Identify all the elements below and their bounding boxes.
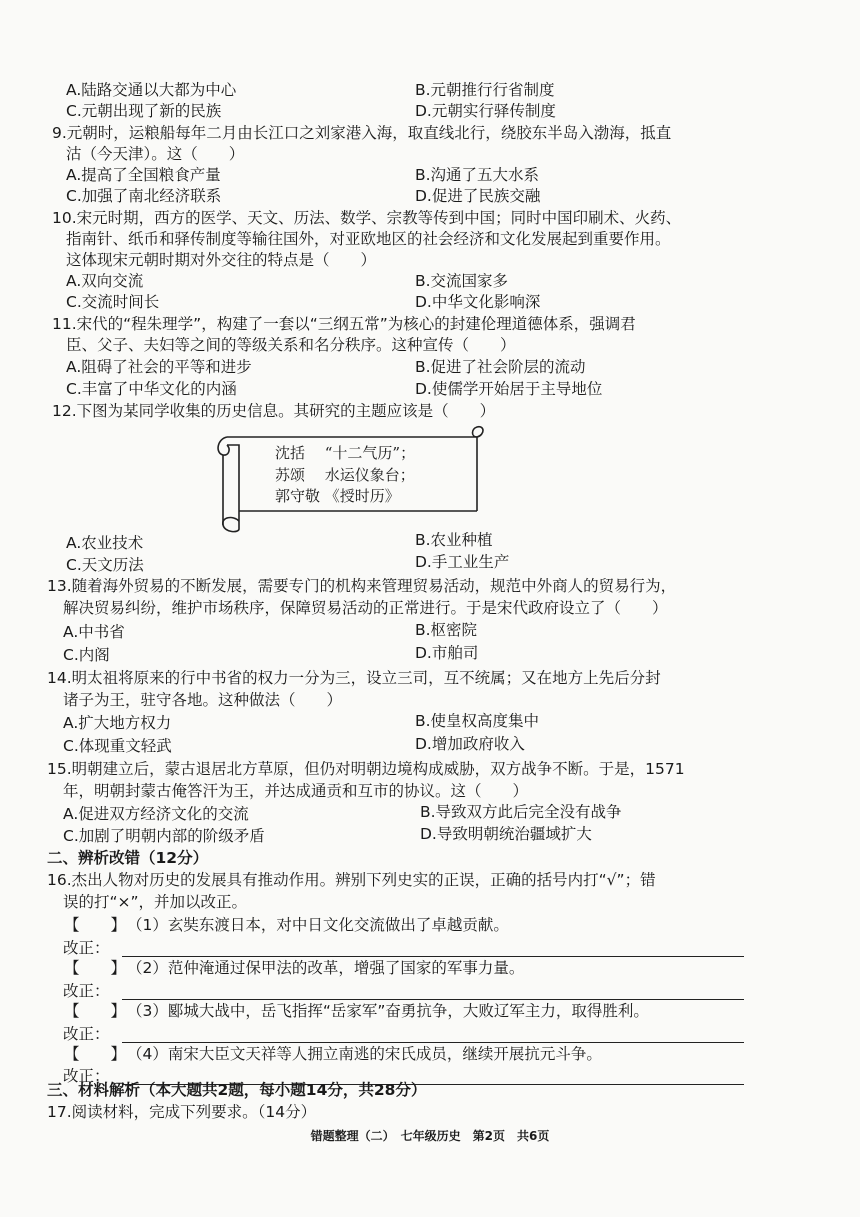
q16-item-4-correction-label: 改正：: [63, 1067, 110, 1085]
q15-option-b: B.导致双方此后完全没有战争: [420, 803, 622, 821]
q10-option-a: A.双向交流: [66, 272, 144, 290]
scroll-line-3: 郭守敬 《授时历》: [275, 487, 400, 505]
q14-option-a: A.扩大地方权力: [63, 714, 172, 732]
q16-item-2-correction-label: 改正：: [63, 982, 110, 1000]
q15-option-d: D.导致明朝统治疆域扩大: [420, 825, 592, 843]
section-2-heading: 二、辨析改错（12分）: [47, 849, 209, 867]
q9-option-c: C.加强了南北经济联系: [66, 187, 222, 205]
q13-option-c: C.内阁: [63, 646, 110, 664]
q10-option-b: B.交流国家多: [415, 272, 509, 290]
section-3-heading: 三、材料解析（本大题共2题，每小题14分，共28分）: [47, 1081, 427, 1099]
q13-stem-line-1: 13.随着海外贸易的不断发展，需要专门的机构来管理贸易活动，规范中外商人的贸易行为，: [47, 577, 677, 595]
q10-stem-line-1: 10.宋元时期，西方的医学、天文、历法、数学、宗教等传到中国；同时中国印刷术、火药、: [52, 209, 682, 227]
q16-item-3-correction-label: 改正：: [63, 1025, 110, 1043]
q16-item-1-correction-label: 改正：: [63, 939, 110, 957]
q12-option-c: C.天文历法: [66, 556, 144, 574]
q14-stem-line-1: 14.明太祖将原来的行中书省的权力一分为三，设立三司，互不统属；又在地方上先后分封: [47, 669, 661, 687]
q11-option-d: D.使儒学开始居于主导地位: [415, 380, 603, 398]
q16-item-3: （3）郾城大战中，岳飞指挥“岳家军”奋勇抗争，大败辽军主力，取得胜利。: [127, 1002, 649, 1020]
q9-stem-line-1: 9.元朝时，运粮船每年二月由长江口之刘家港入海，取直线北行，绕胶东半岛入渤海，抵直: [52, 124, 672, 142]
q14-option-b: B.使皇权高度集中: [415, 712, 540, 730]
q15-stem-line-2: 年，明朝封蒙古俺答汗为王，并达成通贡和互市的协议。这（ ）: [63, 782, 529, 800]
q16-item-1-answer-line[interactable]: [122, 956, 744, 957]
q16-item-1: （1）玄奘东渡日本，对中日文化交流做出了卓越贡献。: [127, 916, 509, 934]
q10-stem-line-2: 指南针、纸币和驿传制度等输往国外，对亚欧地区的社会经济和文化发展起到重要作用。: [66, 230, 671, 248]
q13-stem-line-2: 解决贸易纠纷，维护市场秩序，保障贸易活动的正常进行。于是宋代政府设立了（ ）: [63, 599, 668, 617]
q11-option-c: C.丰富了中华文化的内涵: [66, 380, 237, 398]
q11-option-b: B.促进了社会阶层的流动: [415, 358, 586, 376]
q13-option-a: A.中书省: [63, 623, 125, 641]
page-footer: 错题整理（二） 七年级历史 第2页 共6页: [310, 1129, 550, 1143]
q16-item-3-bracket[interactable]: 【 】: [64, 1002, 127, 1020]
q11-option-a: A.阻碍了社会的平等和进步: [66, 358, 252, 376]
q12-option-a: A.农业技术: [66, 534, 144, 552]
q13-option-b: B.枢密院: [415, 621, 478, 639]
q13-option-d: D.市舶司: [415, 644, 479, 662]
scroll-illustration: [213, 425, 485, 533]
q14-option-c: C.体现重文轻武: [63, 737, 172, 755]
q14-stem-line-2: 诸子为王，驻守各地。这种做法（ ）: [63, 691, 343, 709]
scroll-line-2: 苏颂 水运仪象台；: [275, 466, 415, 484]
q16-item-1-bracket[interactable]: 【 】: [64, 916, 127, 934]
q8-option-a: A.陆路交通以大都为中心: [66, 81, 237, 99]
q16-item-2: （2）范仲淹通过保甲法的改革，增强了国家的军事力量。: [127, 959, 525, 977]
q12-stem: 12.下图为某同学收集的历史信息。其研究的主题应该是（ ）: [52, 402, 496, 420]
q10-option-d: D.中华文化影响深: [415, 293, 541, 311]
q9-option-a: A.提高了全国粮食产量: [66, 166, 221, 184]
q16-stem-line-2: 误的打“×”，并加以改正。: [63, 893, 248, 911]
q11-stem-line-1: 11.宋代的“程朱理学”，构建了一套以“三纲五常”为核心的封建伦理道德体系，强调君: [52, 315, 636, 333]
q16-item-3-answer-line[interactable]: [122, 1042, 744, 1043]
q10-stem-line-3: 这体现宋元朝时期对外交往的特点是（ ）: [66, 251, 377, 269]
q15-stem-line-1: 15.明朝建立后，蒙古退居北方草原，但仍对明朝边境构成威胁，双方战争不断。于是，1571: [47, 760, 685, 778]
q15-option-c: C.加剧了明朝内部的阶级矛盾: [63, 827, 265, 845]
q9-stem-line-2: 沽（今天津）。这（ ）: [66, 145, 245, 163]
q15-option-a: A.促进双方经济文化的交流: [63, 805, 249, 823]
q16-item-4: （4）南宋大臣文天祥等人拥立南逃的宋氏成员，继续开展抗元斗争。: [127, 1045, 602, 1063]
q8-option-c: C.元朝出现了新的民族: [66, 102, 222, 120]
q11-stem-line-2: 臣、父子、夫妇等之间的等级关系和名分秩序。这种宣传（ ）: [66, 336, 516, 354]
q8-option-d: D.元朝实行驿传制度: [415, 102, 556, 120]
q16-item-2-answer-line[interactable]: [122, 999, 744, 1000]
q14-option-d: D.增加政府收入: [415, 735, 525, 753]
q12-option-d: D.手工业生产: [415, 553, 510, 571]
q12-option-b: B.农业种植: [415, 531, 493, 549]
q9-option-b: B.沟通了五大水系: [415, 166, 540, 184]
q8-option-b: B.元朝推行行省制度: [415, 81, 555, 99]
q16-stem-line-1: 16.杰出人物对历史的发展具有推动作用。辨别下列史实的正误，正确的括号内打“√”；错: [47, 871, 656, 889]
q10-option-c: C.交流时间长: [66, 293, 160, 311]
scroll-line-1: 沈括 “十二气历”；: [275, 444, 416, 462]
q17-stem: 17.阅读材料，完成下列要求。（14分）: [47, 1103, 317, 1121]
q16-item-4-bracket[interactable]: 【 】: [64, 1045, 127, 1063]
q9-option-d: D.促进了民族交融: [415, 187, 541, 205]
q16-item-2-bracket[interactable]: 【 】: [64, 959, 127, 977]
